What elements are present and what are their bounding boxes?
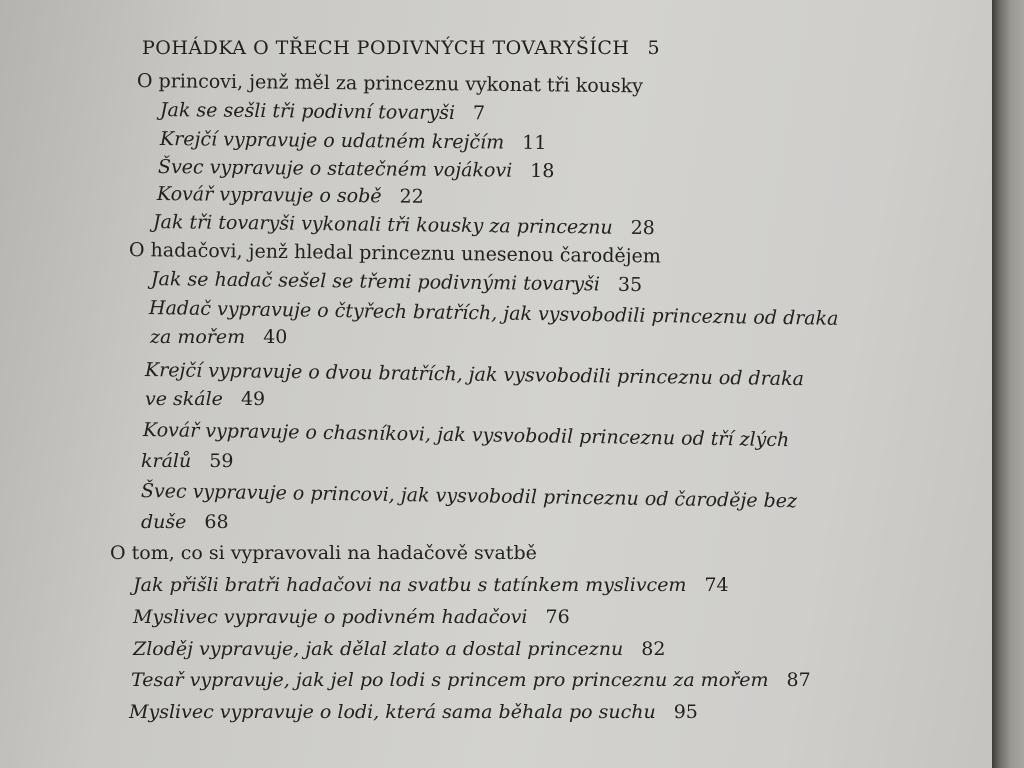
toc-section-heading: O princovi, jenž měl za princeznu vykonat tři kousky [136,70,644,98]
page-number: 35 [617,273,643,296]
page-number: 68 [204,511,229,533]
toc-section-heading: O hadačovi, jenž hledal princeznu unesenou čarodějem [128,239,662,268]
page-number: 95 [673,701,698,723]
toc-entry: Zloděj vypravuje, jak dělal zlato a dostal princeznu 82 [133,638,666,660]
page-number: 40 [263,326,288,348]
toc-entry: Krejčí vypravuje o udatném krejčím 11 [159,128,547,155]
toc-entry: Krejčí vypravuje o dvou bratřích, jak vysvobodili princeznu od draka [144,359,805,391]
page-number: 11 [522,131,547,155]
page-number: 18 [530,159,555,183]
page-number: 28 [630,216,655,240]
toc-entry: Hadač vypravuje o čtyřech bratřích, jak vysvobodili princeznu od draka [148,297,839,330]
toc-entry-continuation: králů 59 [141,450,234,472]
toc-title: POHÁDKA O TŘECH PODIVNÝCH TOVARYŠÍCH 5 [142,37,661,59]
toc-section-heading: O tom, co si vypravovali na hadačově svatbě [110,542,537,564]
toc-entry-continuation: za mořem 40 [150,326,288,348]
page-number: 76 [545,606,570,628]
toc-entry-continuation: ve skále 49 [145,388,266,410]
toc-entry: Kovář vypravuje o chasníkovi, jak vysvobodil princeznu od tří zlých [142,419,790,452]
toc-entry: Jak tři tovaryši vykonali tři kousky za princeznu 28 [152,211,655,240]
toc-entry: Myslivec vypravuje o podivném hadačovi 76 [133,606,570,628]
page-number: 22 [399,185,424,208]
toc-entry: Myslivec vypravuje o lodi, která sama běhala po suchu 95 [129,701,698,723]
toc-entry: Jak přišli bratři hadačovi na svatbu s tatínkem myslivcem 74 [133,574,729,596]
toc-entry: Jak se sešli tři podivní tovaryši 7 [159,99,486,125]
page-number: 5 [647,37,661,59]
page-number: 87 [786,669,811,691]
toc-entry: Jak se hadač sešel se třemi podivnými tovaryši 35 [150,268,643,296]
page-number: 82 [641,638,666,660]
toc-entry: Kovář vypravuje o sobě 22 [156,183,424,208]
toc-entry-continuation: duše 68 [141,511,229,533]
toc-entry: Tesař vypravuje, jak jel po lodi s princem pro princeznu za mořem 87 [131,669,811,691]
toc-entry: Švec vypravuje o princovi, jak vysvobodil princeznu od čaroděje bez [140,480,798,513]
toc-entry: Švec vypravuje o statečném vojákovi 18 [157,156,555,183]
page-number: 7 [472,102,486,125]
page-number: 59 [209,450,234,472]
page-number: 49 [240,388,266,410]
page-number: 74 [704,574,729,596]
